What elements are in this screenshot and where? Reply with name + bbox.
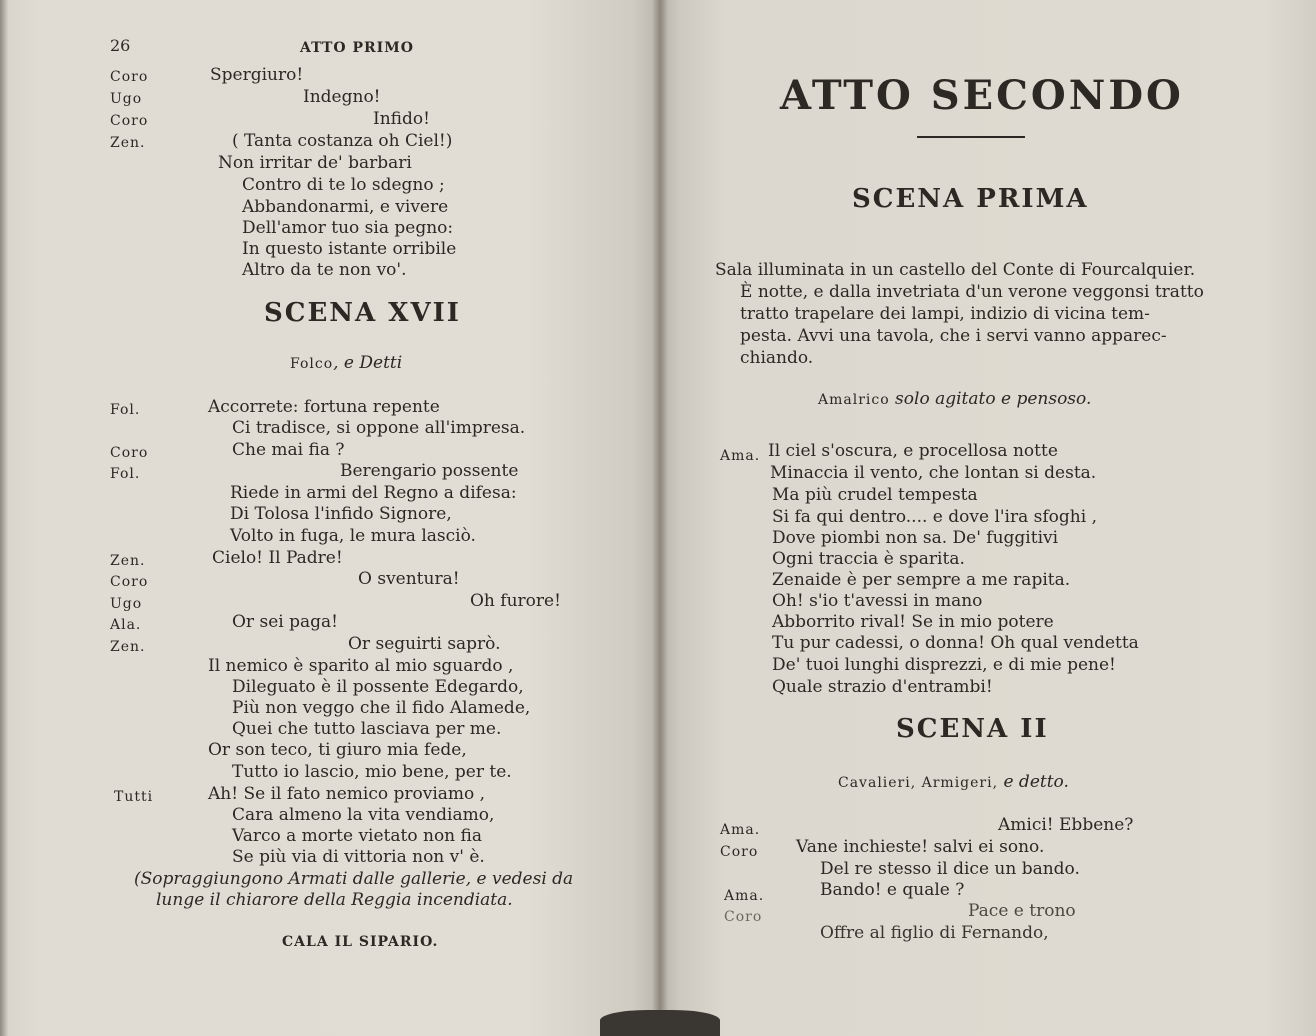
scene-heading: SCENA PRIMA <box>852 184 1089 214</box>
verse-line: Altro da te non vo'. <box>242 260 407 280</box>
cast-name: Amalrico <box>818 392 890 408</box>
act-title: ATTO SECONDO <box>780 72 1184 119</box>
verse-line: Varco a morte vietato non fia <box>232 826 483 846</box>
scene-heading: SCENA XVII <box>264 298 461 328</box>
verse-line: Abborrito rival! Se in mio potere <box>772 612 1054 632</box>
verse-line: Cielo! Il Padre! <box>212 548 343 568</box>
verse-line: Quale strazio d'entrambi! <box>772 677 993 697</box>
speaker-label: Ama. <box>724 888 765 904</box>
cast-name: Cavalieri, Armigeri, <box>838 775 999 791</box>
setting-line: È notte, e dalla invetriata d'un verone veggonsi tratto <box>740 282 1204 302</box>
book-gutter <box>652 0 668 1036</box>
speaker-label: Coro <box>110 69 149 85</box>
verse-line: Non irritar de' barbari <box>218 153 412 173</box>
verse-line: Il ciel s'oscura, e procellosa notte <box>768 441 1058 461</box>
page-number: 26 <box>110 36 131 55</box>
running-head: ATTO PRIMO <box>300 40 414 56</box>
verse-line: Contro di te lo sdegno ; <box>242 175 445 195</box>
verse-line: Riede in armi del Regno a difesa: <box>230 483 517 503</box>
verse-line: Quei che tutto lasciava per me. <box>232 719 502 739</box>
speaker-label: Zen. <box>110 639 146 655</box>
setting-line: tratto trapelare dei lampi, indizio di vicina tem- <box>740 304 1150 324</box>
speaker-label: Coro <box>110 113 149 129</box>
speaker-label: Tutti <box>114 789 154 805</box>
verse-line: Ci tradisce, si oppone all'impresa. <box>232 418 526 438</box>
verse-line: Che mai fia ? <box>232 440 345 460</box>
verse-line: Abbandonarmi, e vivere <box>242 197 449 217</box>
title-rule <box>917 136 1025 138</box>
right-page <box>660 0 1316 1036</box>
verse-line: Pace e trono <box>968 901 1076 921</box>
verse-line: Si fa qui dentro.... e dove l'ira sfoghi , <box>772 507 1097 527</box>
speaker-label: Fol. <box>110 402 141 418</box>
verse-line: Tu pur cadessi, o donna! Oh qual vendetta <box>772 633 1139 653</box>
verse-line: O sventura! <box>358 569 460 589</box>
verse-line: Offre al figlio di Fernando, <box>820 923 1049 943</box>
scene-cast <box>838 772 1069 793</box>
verse-line: Or son teco, ti giuro mia fede, <box>208 740 467 760</box>
cast-rest: solo agitato e pensoso. <box>889 389 1092 409</box>
verse-line: Zenaide è per sempre a me rapita. <box>772 570 1071 590</box>
speaker-label: Coro <box>110 574 149 590</box>
verse-line: Minaccia il vento, che lontan si desta. <box>770 463 1097 483</box>
verse-line: Berengario possente <box>340 461 519 481</box>
verse-line: Indegno! <box>303 87 381 107</box>
verse-line: Amici! Ebbene? <box>998 815 1134 835</box>
verse-line: Di Tolosa l'infido Signore, <box>230 504 452 524</box>
stage-direction: lunge il chiarore della Reggia incendiata. <box>156 890 513 910</box>
verse-line: Del re stesso il dice un bando. <box>820 859 1080 879</box>
verse-line: Oh! s'io t'avessi in mano <box>772 591 983 611</box>
setting-line: pesta. Avvi una tavola, che i servi vanno apparec- <box>740 326 1167 346</box>
verse-line: Tutto io lascio, mio bene, per te. <box>232 762 512 782</box>
speaker-label: Coro <box>110 445 149 461</box>
speaker-label: Zen. <box>110 135 146 151</box>
verse-line: Oh furore! <box>470 591 561 611</box>
scene-heading: SCENA II <box>896 714 1049 744</box>
verse-line: Accorrete: fortuna repente <box>208 397 440 417</box>
speaker-label: Zen. <box>110 553 146 569</box>
verse-line: Infido! <box>373 109 430 129</box>
stage-direction: (Sopraggiungono Armati dalle gallerie, e vedesi da <box>134 869 574 889</box>
cast-rest: e detto. <box>998 772 1069 792</box>
verse-line: Vane inchieste! salvi ei sono. <box>796 837 1045 857</box>
verse-line: Ogni traccia è sparita. <box>772 549 965 569</box>
verse-line: Il nemico è sparito al mio sguardo , <box>208 656 514 676</box>
verse-line: Bando! e quale ? <box>820 880 965 900</box>
speaker-label: Coro <box>720 844 759 860</box>
setting-line: Sala illuminata in un castello del Conte di Fourcalquier. <box>715 260 1196 280</box>
verse-line: Dove piombi non sa. De' fuggitivi <box>772 528 1059 548</box>
verse-line: Cara almeno la vita vendiamo, <box>232 805 495 825</box>
verse-line: Or sei paga! <box>232 612 338 632</box>
verse-line: Più non veggo che il fido Alamede, <box>232 698 531 718</box>
speaker-label: Ugo <box>110 596 143 612</box>
setting-line: chiando. <box>740 348 814 368</box>
verse-line: Ma più crudel tempesta <box>772 485 978 505</box>
speaker-label: Ama. <box>720 448 761 464</box>
verse-line: Se più via di vittoria non v' è. <box>232 847 485 867</box>
cast-rest: , e Detti <box>333 353 403 373</box>
speaker-label: Fol. <box>110 466 141 482</box>
verse-line: Ah! Se il fato nemico proviamo , <box>208 784 486 804</box>
verse-line: ( Tanta costanza oh Ciel!) <box>232 131 453 151</box>
scene-cast <box>290 353 402 374</box>
spine-shadow <box>600 1010 720 1036</box>
verse-line: Dell'amor tuo sia pegno: <box>242 218 454 238</box>
page-edge <box>0 0 8 1036</box>
cast-name: Folco <box>290 356 334 372</box>
speaker-label: Coro <box>724 909 763 925</box>
verse-line: Spergiuro! <box>210 65 304 85</box>
speaker-label: Ala. <box>110 617 142 633</box>
scene-cast <box>818 389 1091 410</box>
speaker-label: Ugo <box>110 91 143 107</box>
verse-line: De' tuoi lunghi disprezzi, e di mie pene! <box>772 655 1116 675</box>
verse-line: Or seguirti saprò. <box>348 634 501 654</box>
verse-line: Dileguato è il possente Edegardo, <box>232 677 524 697</box>
speaker-label: Ama. <box>720 822 761 838</box>
verse-line: In questo istante orribile <box>242 239 457 259</box>
verse-line: Volto in fuga, le mura lasciò. <box>230 526 476 546</box>
curtain-line: CALA IL SIPARIO. <box>282 934 439 950</box>
